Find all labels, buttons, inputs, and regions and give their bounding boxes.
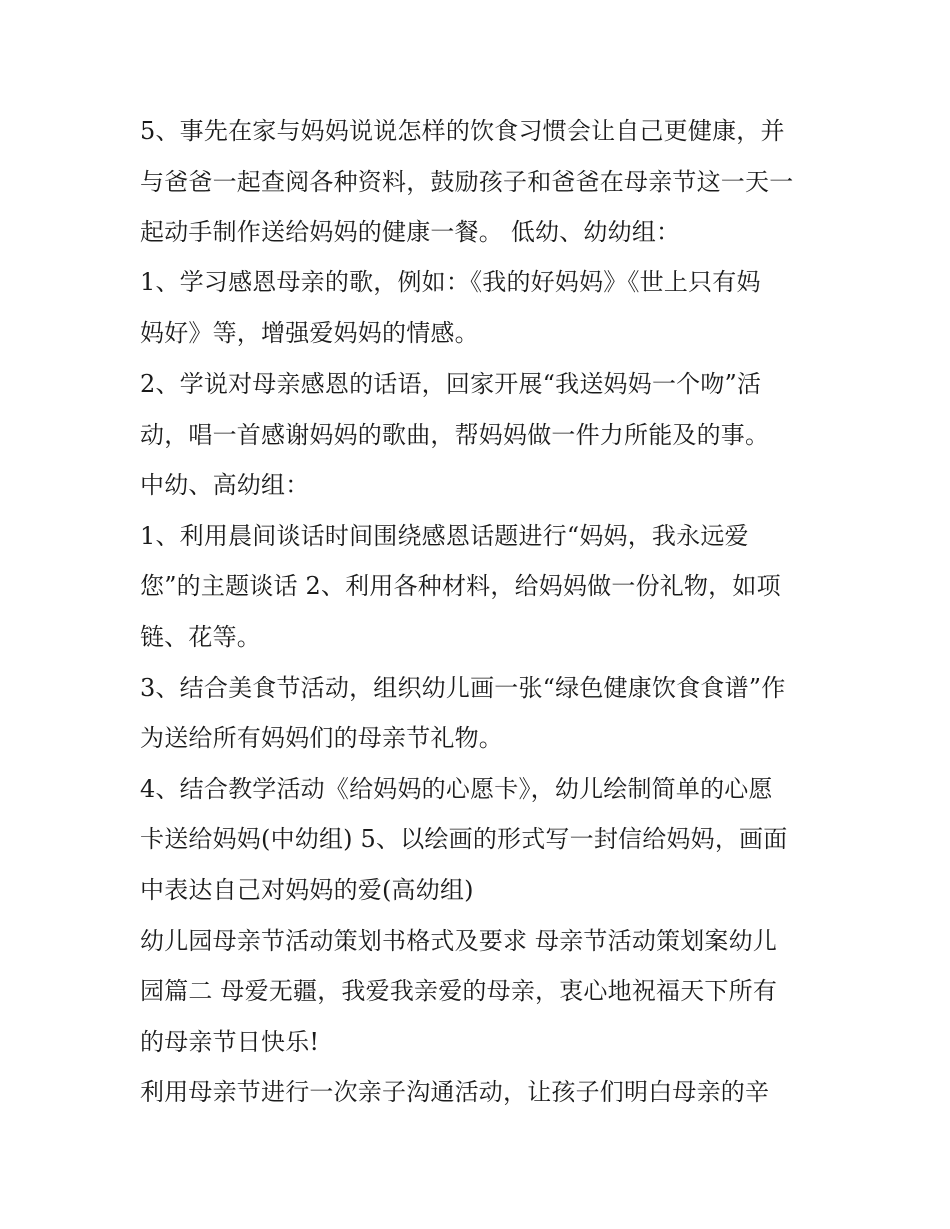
text-line: 中表达自己对妈妈的爱(高幼组) [140,876,474,904]
text-line: 3、结合美食节活动，组织幼儿画一张“绿色健康饮食食谱”作 [140,674,786,702]
text-line: 1、利用晨间谈话时间围绕感恩话题进行“妈妈，我永远爱 [140,522,749,550]
text-line: 与爸爸一起查阅各种资料，鼓励孩子和爸爸在母亲节这一天一 [140,168,794,196]
text-line: 幼儿园母亲节活动策划书格式及要求 母亲节活动策划案幼儿 [140,927,778,955]
text-line: 1、学习感恩母亲的歌，例如：《我的好妈妈》《世上只有妈 [140,268,761,296]
text-line: 为送给所有妈妈们的母亲节礼物。 [140,724,503,752]
text-line: 利用母亲节进行一次亲子沟通活动，让孩子们明白母亲的辛 [140,1078,770,1106]
text-line: 5、事先在家与妈妈说说怎样的饮食习惯会让自己更健康，并 [140,117,785,145]
text-line: 链、花等。 [140,623,261,651]
section-heading: 中幼、高幼组： [140,471,310,499]
text-line: 4、结合教学活动《给妈妈的心愿卡》，幼儿绘制简单的心愿 [140,775,773,803]
text-line: 妈好》等，增强爱妈妈的情感。 [140,319,479,347]
text-line: 动，唱一首感谢妈妈的歌曲，帮妈妈做一件力所能及的事。 [140,421,770,449]
text-line: 您”的主题谈话 2、利用各种材料，给妈妈做一份礼物，如项 [140,572,781,600]
text-line: 的母亲节日快乐! [140,1028,320,1056]
text-line: 起动手制作送给妈妈的健康一餐。 低幼、幼幼组： [140,218,681,246]
text-line: 2、学说对母亲感恩的话语，回家开展“我送妈妈一个吻”活 [140,370,762,398]
text-line: 卡送给妈妈(中幼组) 5、以绘画的形式写一封信给妈妈，画面 [140,825,788,853]
text-line: 园篇二 母爱无疆，我爱我亲爱的母亲，衷心地祝福天下所有 [140,977,778,1005]
